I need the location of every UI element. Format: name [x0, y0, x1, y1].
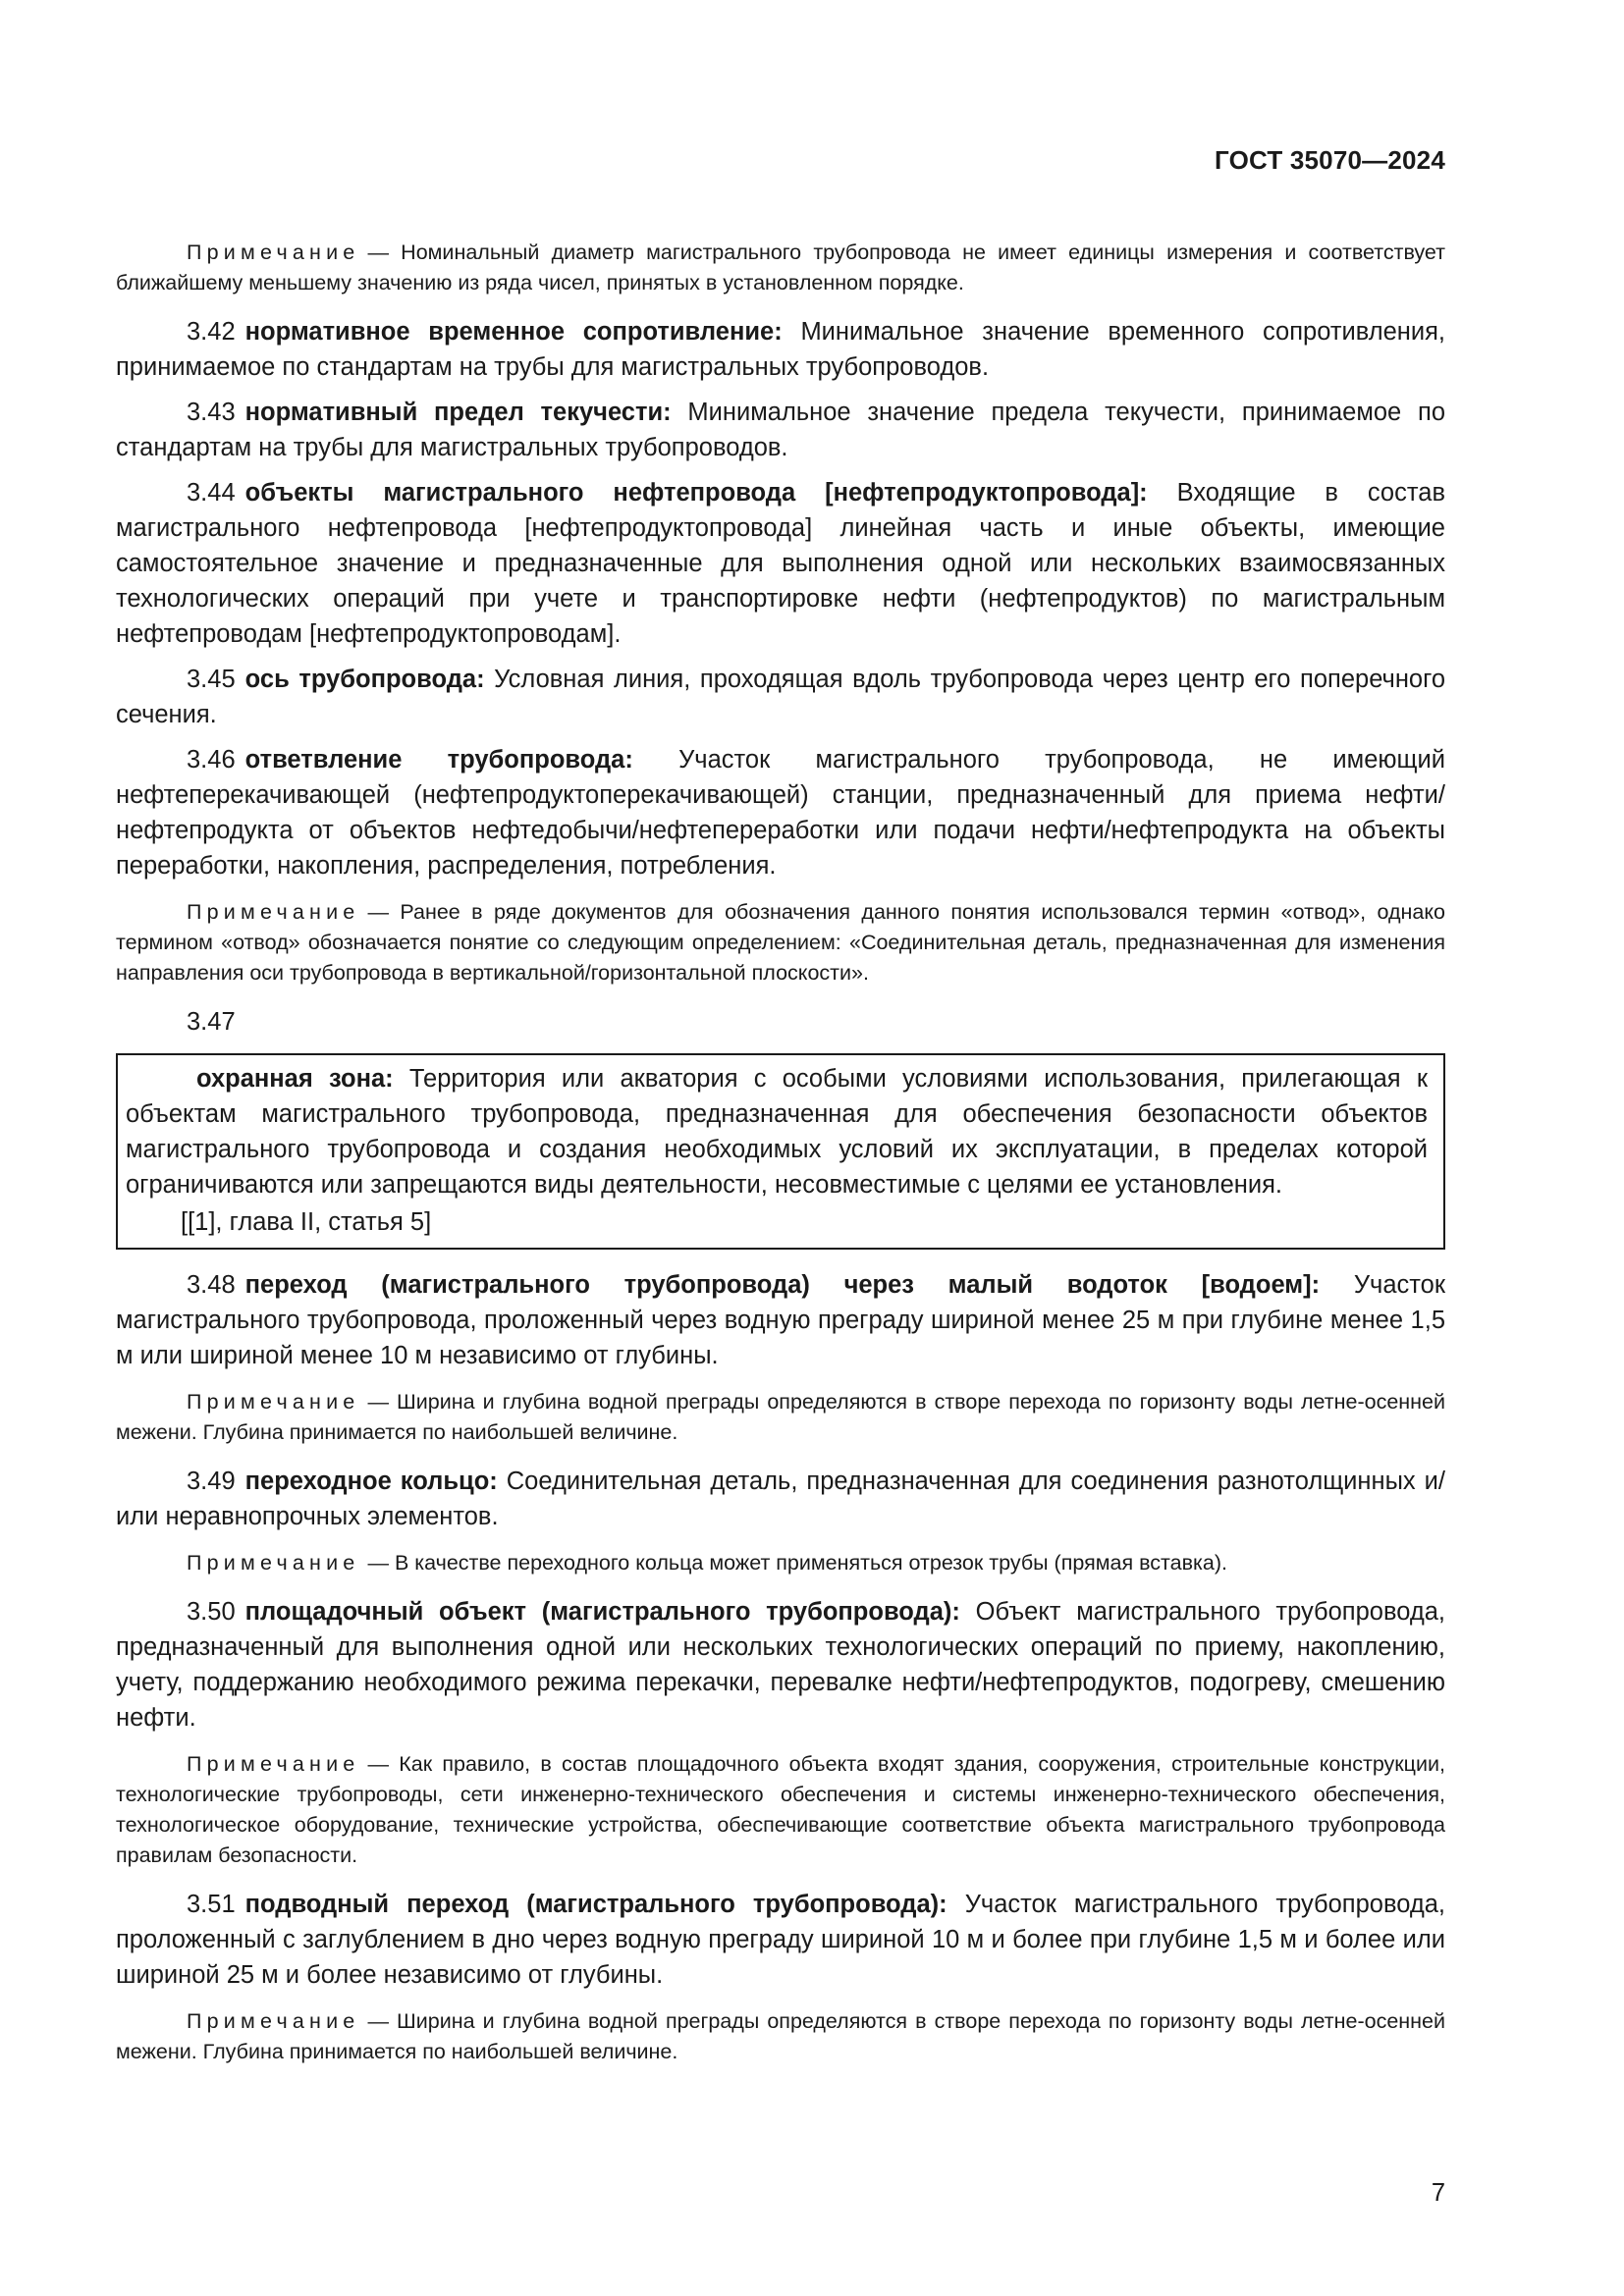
- note-text: В качестве переходного кольца может применяться отрезок трубы (прямая вставка).: [394, 1551, 1227, 1575]
- term-name: переходное кольцо:: [244, 1468, 498, 1495]
- term-name: ответвление трубопровода:: [244, 746, 633, 774]
- term-number: 3.49: [187, 1468, 236, 1495]
- note-text: Номинальный диаметр магистрального трубопровода не имеет единицы измерения и соответствует ближайшему меньшему значению из ряда чисел, принятых в установленном порядке.: [116, 240, 1445, 294]
- term-definition: Входящие в состав магистрального нефтепровода [нефтепродуктопровода] линейная часть и иные объекты, имеющие самостоятельное значение и предназначенные для выполнения одной или нескольких взаимосвязанных технологических операций при учете и транспортировке нефти (нефтепродуктов) по магистральным нефтепроводам [нефтепродуктопроводам].: [116, 479, 1445, 648]
- term-source-reference: [[1], глава II, статья 5]: [181, 1208, 432, 1236]
- note-3-46: [116, 897, 1445, 988]
- terms-section: [116, 224, 1445, 2083]
- page-number: 7: [1431, 2179, 1445, 2207]
- term-definition: Участок магистрального трубопровода, проложенный с заглублением в дно через водную преграду шириной 10 м и более при глубине 1,5 м и более или шириной 25 м и более независимо от глубины.: [116, 1891, 1445, 1989]
- note-text: Ранее в ряде документов для обозначения данного понятия использовался термин «отвод», однако термином «отвод» обозначается понятие со следующим определением: «Соединительная деталь, предназначенная для изменения направления оси трубопровода в вертикальной/горизонтальной плоскости».: [116, 900, 1445, 985]
- note-label: Примечание: [187, 1752, 360, 1776]
- term-name: площадочный объект (магистрального трубопровода):: [244, 1598, 960, 1626]
- term-3-45: [116, 662, 1445, 732]
- term-definition: Территория или акватория с особыми условиями использования, прилегающая к объектам магистрального трубопровода, предназначенная для обеспечения безопасности объектов магистрального трубопровода и создания необходимых условий их эксплуатации, в пределах которой ограничиваются или запрещаются виды деятельности, несовместимые с целями ее установления.: [126, 1065, 1428, 1199]
- term-3-50: [116, 1594, 1445, 1735]
- term-name: ось трубопровода:: [244, 666, 485, 693]
- note-label: Примечание: [187, 1390, 360, 1414]
- term-definition: Участок магистрального трубопровода, проложенный через водную преграду шириной менее 25 м при глубине менее 1,5 м или шириной менее 10 м независимо от глубины.: [116, 1271, 1445, 1369]
- term-definition: Минимальное значение временного сопротивления, принимаемое по стандартам на трубы для магистральных трубопроводов.: [116, 318, 1445, 381]
- term-definition: Минимальное значение предела текучести, принимаемое по стандартам на трубы для магистральных трубопроводов.: [116, 399, 1446, 461]
- term-3-51: [116, 1887, 1445, 1993]
- note-text: Ширина и глубина водной преграды определяются в створе перехода по горизонту воды летне-осенней межени. Глубина принимается по наибольшей величине.: [116, 1390, 1445, 1444]
- note-label: Примечание: [187, 1551, 360, 1575]
- term-name: нормативное временное сопротивление:: [244, 318, 783, 346]
- term-number: 3.45: [187, 666, 236, 693]
- term-definition: Участок магистрального трубопровода, не имеющий нефтеперекачивающей (нефтепродуктоперекачивающей) станции, предназначенный для приема нефти/нефтепродукта от объектов нефтедобычи/нефтепереработки или подачи нефти/нефтепродукта на объекты переработки, накопления, распределения, потребления.: [116, 746, 1445, 880]
- term-definition: Соединительная деталь, предназначенная для соединения разнотолщинных и/или неравнопрочных элементов.: [116, 1468, 1445, 1530]
- note-3-49: [116, 1548, 1445, 1578]
- term-3-47-box: [116, 1053, 1445, 1250]
- term-number: 3.50: [187, 1598, 236, 1626]
- term-name: охранная зона:: [196, 1065, 394, 1093]
- note-3-48: [116, 1387, 1445, 1448]
- term-3-43: [116, 395, 1445, 465]
- term-number: 3.51: [187, 1891, 236, 1918]
- term-3-47: [126, 1061, 1428, 1202]
- document-page: [116, 0, 1445, 2296]
- term-3-44: [116, 475, 1445, 652]
- note-3-51: [116, 2006, 1445, 2067]
- term-3-49: [116, 1464, 1445, 1534]
- note-3-50: [116, 1749, 1445, 1871]
- document-code: ГОСТ 35070—2024: [1215, 145, 1445, 175]
- term-number: 3.42: [187, 318, 236, 346]
- note-label: Примечание: [187, 2009, 360, 2033]
- term-3-42: [116, 314, 1445, 385]
- note-dash: —: [367, 1551, 389, 1575]
- term-number: 3.44: [187, 479, 236, 507]
- note-dash: —: [367, 1752, 389, 1776]
- note-label: Примечание: [187, 900, 360, 924]
- term-3-46: [116, 742, 1445, 883]
- term-3-48: [116, 1267, 1445, 1373]
- note-dash: —: [367, 240, 389, 264]
- note-dash: —: [367, 1390, 389, 1414]
- note-label: Примечание: [187, 240, 360, 264]
- term-name: объекты магистрального нефтепровода [нефтепродуктопровода]:: [244, 479, 1148, 507]
- term-definition: Условная линия, проходящая вдоль трубопровода через центр его поперечного сечения.: [116, 666, 1446, 728]
- term-number: 3.48: [187, 1271, 236, 1299]
- term-definition: Объект магистрального трубопровода, предназначенный для выполнения одной или нескольких технологических операций по приему, накоплению, учету, поддержанию необходимого режима перекачки, перевалке нефти/нефтепродуктов, подогреву, смешению нефти.: [116, 1598, 1445, 1732]
- note-dash: —: [367, 900, 389, 924]
- term-number: 3.43: [187, 399, 236, 426]
- term-number: 3.46: [187, 746, 236, 774]
- term-name: нормативный предел текучести:: [244, 399, 672, 426]
- note-text: Ширина и глубина водной преграды определяются в створе перехода по горизонту воды летне-осенней межени. Глубина принимается по наибольшей величине.: [116, 2009, 1445, 2063]
- term-name: переход (магистрального трубопровода) через малый водоток [водоем]:: [244, 1271, 1321, 1299]
- term-number-3-47: 3.47: [187, 1008, 236, 1036]
- note-3-41: [116, 238, 1445, 298]
- note-dash: —: [367, 2009, 389, 2033]
- term-name: подводный переход (магистрального трубопровода):: [244, 1891, 947, 1918]
- note-text: Как правило, в состав площадочного объекта входят здания, сооружения, строительные конструкции, технологические трубопроводы, сети инженерно-технического обеспечения и системы инженерно-технического обеспечения, технологическое оборудование, технические устройства, обеспечивающие соответствие объекта магистрального трубопровода правилам безопасности.: [116, 1752, 1445, 1867]
